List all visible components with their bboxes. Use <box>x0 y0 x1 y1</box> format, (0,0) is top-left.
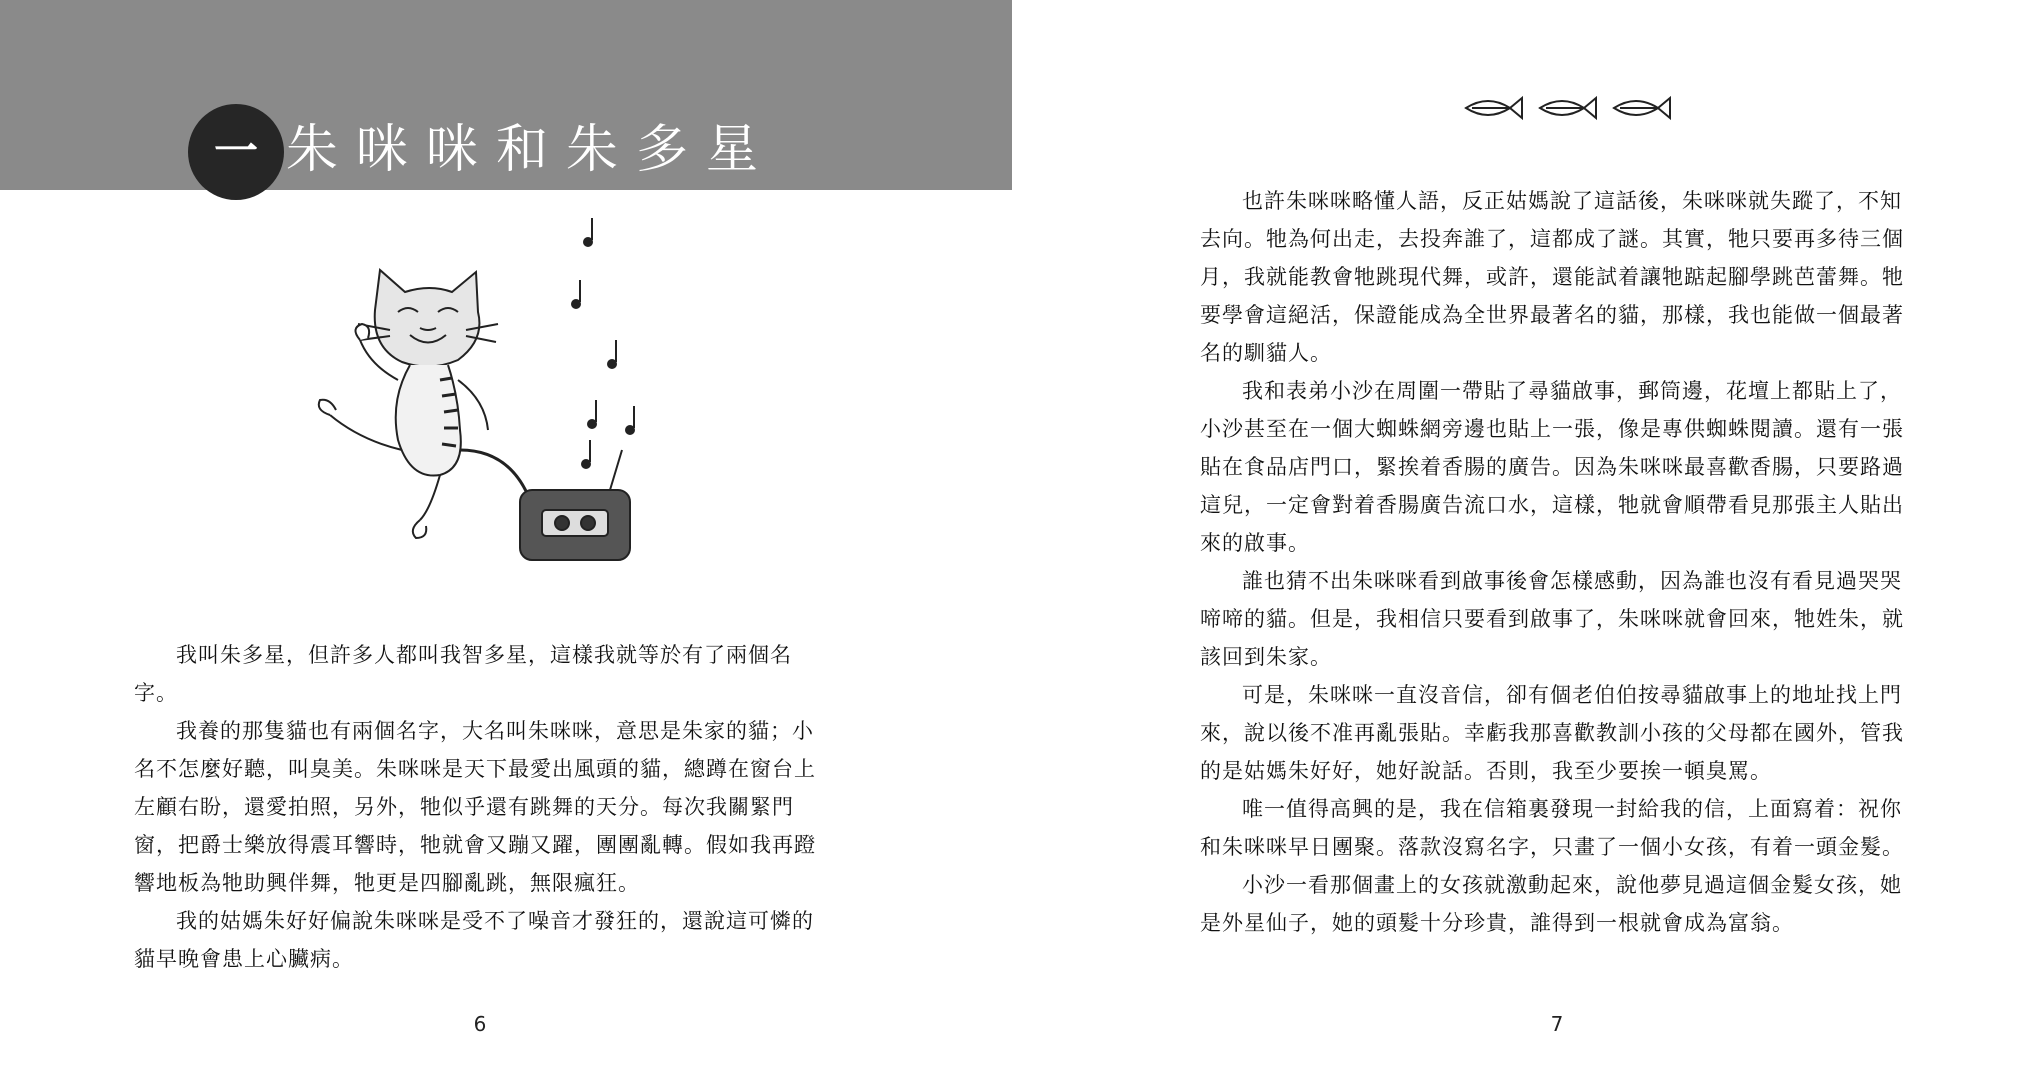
paragraph: 可是，朱咪咪一直沒音信，卻有個老伯伯按尋貓啟事上的地址找上門來，說以後不准再亂張貼。幸虧我那喜歡教訓小孩的父母都在國外，管我的是姑媽朱好好，她好說話。否則，我至少要挨一頓臭罵。 <box>1200 683 1904 783</box>
page-number-left: 6 <box>473 1012 487 1036</box>
music-notes-icon <box>572 218 634 468</box>
paragraph: 誰也猜不出朱咪咪看到啟事後會怎樣感動，因為誰也沒有看見過哭哭啼啼的貓。但是，我相信只要看到啟事了，朱咪咪就會回來，牠姓朱，就該回到朱家。 <box>1200 569 1904 669</box>
right-page <box>1012 0 2025 1088</box>
paragraph: 我養的那隻貓也有兩個名字，大名叫朱咪咪，意思是朱家的貓；小名不怎麼好聽，叫臭美。朱咪咪是天下最愛出風頭的貓，總蹲在窗台上左顧右盼，還愛拍照，另外，牠似乎還有跳舞的天分。每次我關緊門窗，把爵士樂放得震耳響時，牠就會又蹦又躍，團團亂轉。假如我再蹬響地板為牠助興伴舞，牠更是四腳亂跳，無限瘋狂。 <box>134 719 816 895</box>
dancing-cat-illustration <box>280 200 660 580</box>
paragraph: 小沙一看那個畫上的女孩就激動起來，說他夢見過這個金髮女孩，她是外星仙子，她的頭髮十分珍貴，誰得到一根就會成為富翁。 <box>1200 873 1902 935</box>
paragraph: 我叫朱多星，但許多人都叫我智多星，這樣我就等於有了兩個名字。 <box>134 643 792 705</box>
page-number-right: 7 <box>1550 1012 1564 1036</box>
chapter-number-badge: 一 <box>188 104 284 200</box>
right-body-text <box>1200 182 1912 942</box>
paragraph: 我的姑媽朱好好偏說朱咪咪是受不了噪音才發狂的，還說這可憐的貓早晚會患上心臟病。 <box>134 909 814 971</box>
radio-icon <box>520 450 630 560</box>
paragraph: 也許朱咪咪略懂人語，反正姑媽說了這話後，朱咪咪就失蹤了，不知去向。牠為何出走，去投奔誰了，這都成了謎。其實，牠只要再多待三個月，我就能教會牠跳現代舞，或許，還能試着讓牠踮起腳學跳芭蕾舞。牠要學會這絕活，保證能成為全世界最著名的貓，那樣，我也能做一個最著名的馴貓人。 <box>1200 189 1904 365</box>
paragraph: 唯一值得高興的是，我在信箱裏發現一封給我的信，上面寫着：祝你和朱咪咪早日團聚。落款沒寫名字，只畫了一個小女孩，有着一頭金髮。 <box>1200 797 1904 859</box>
left-page <box>0 0 1012 1088</box>
fish-bones-icon <box>1458 88 1678 128</box>
cat-figure <box>319 270 530 538</box>
paragraph: 我和表弟小沙在周圍一帶貼了尋貓啟事，郵筒邊，花壇上都貼上了，小沙甚至在一個大蜘蛛網旁邊也貼上一張，像是專供蜘蛛閱讀。還有一張貼在食品店門口，緊挨着香腸的廣告。因為朱咪咪最喜歡香腸，只要路過這兒，一定會對着香腸廣告流口水，這樣，牠就會順帶看見那張主人貼出來的啟事。 <box>1200 379 1904 555</box>
chapter-title: 朱咪咪和朱多星 <box>286 120 777 180</box>
left-body-text <box>134 636 834 978</box>
